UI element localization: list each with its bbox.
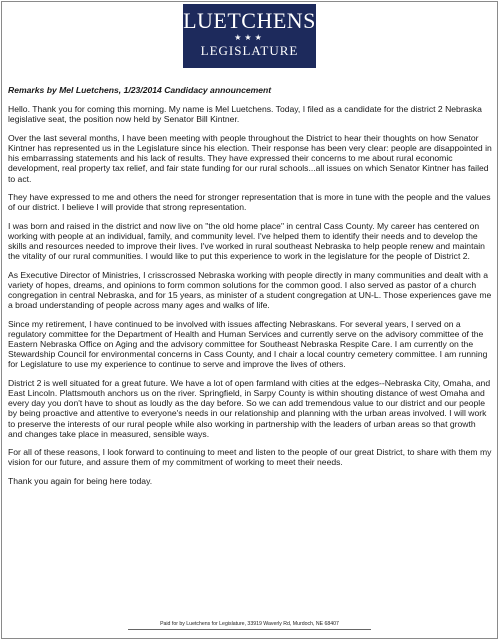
paragraph-district-future: District 2 is well situated for a great future. We have a lot of open farmland with cities at the edges--Nebraska City, Omaha, and East Lincoln. Plattsmouth anchors us on the river. Springfield, in Sarpy County is within shouting distance of west Omaha and every day you don't have to shout as loudly as the day before. So we can add tremendous value to our district and our people by being proactive and attentive to everyone's needs in our relationship and planning with the urban areas involved. I will work to preserve the interests of our rural people while also working in partnership with the leaders of urban areas so that growth and changes take place in measured, sensible ways.	[8, 377, 491, 439]
paragraph-retirement: Since my retirement, I have continued to be involved with issues affecting Nebraskans. For several years, I served on a regulatory committee for the Department of Health and Human Services and currently serve on the advisory committee of the Eastern Nebraska Office on Aging and the advisory committee for Southeast Nebraska Respite Care. I am currently on the Stewardship Council for environmental concerns in Cass County, and I chair a local country cemetery committee. I am running for Legislature to use my experience to continue to serve and improve the lives of others.	[8, 318, 488, 370]
paid-for-disclaimer: Paid for by Luetchens for Legislature, 33919 Waverly Rd, Murdoch, NE 68407	[160, 621, 339, 627]
document-body	[8, 85, 492, 494]
footer-divider	[128, 629, 371, 630]
logo-name: LUETCHENS	[183, 8, 316, 33]
paragraph-thanks: Thank you again for being here today.	[8, 475, 153, 486]
paragraph-representation: They have expressed to me and others the need for stronger representation that is more in tune with the people and the values of our district. I believe I will provide that strong representation.	[8, 192, 491, 213]
paragraph-greeting: Hello. Thank you for coming this morning. My name is Mel Luetchens. Today, I filed as a candidate for the district 2 Nebraska legislative seat, the position now held by Senator Bill Kintner.	[8, 104, 482, 125]
document-heading: Remarks by Mel Luetchens, 1/23/2014 Candidacy announcement	[8, 85, 272, 95]
campaign-logo	[183, 4, 316, 68]
paragraph-commitment: For all of these reasons, I look forward to continuing to meet and listen to the people of our great District, to share with them my vision for our future, and assure them of my commitment of working to meet their needs.	[8, 447, 492, 468]
logo-subtitle: LEGISLATURE	[200, 43, 299, 58]
paragraph-meetings: Over the last several months, I have been meeting with people throughout the District to hear their thoughts on how Senator Kintner has represented us in the Legislature since his election. Their response has been very clear: people are disappointed in his embarrassing statements and his lack of results. They have expressed their concerns to me about rural economic development, real property tax relief, and fair state funding for our rural schools...all issues on which Senator Kintner has failed to act.	[8, 132, 492, 184]
paragraph-background: I was born and raised in the district and now live on "the old home place" in central Cass County. My career has centered on working with people at an individual, family, and community level. I've helped them to identify their needs and to develop the skills and resources needed to improve their lives. I've worked in rural southeast Nebraska to help people renew and maintain the vitality of our rural communities. I would like to put this experience to work in the legislature for the people of District 2.	[8, 220, 485, 262]
paragraph-ministries: As Executive Director of Ministries, I crisscrossed Nebraska working with people directly in many communities and dealt with a variety of hopes, dreams, and opinions to form common solutions for the common good. I also served as pastor of a church congregation in central Nebraska, and for 15 years, as minister of a student congregation at UN-L. Those experiences gave me a broad understanding of people across many ages and walks of life.	[8, 269, 492, 311]
logo-stars-icon: ★★★	[234, 33, 265, 42]
